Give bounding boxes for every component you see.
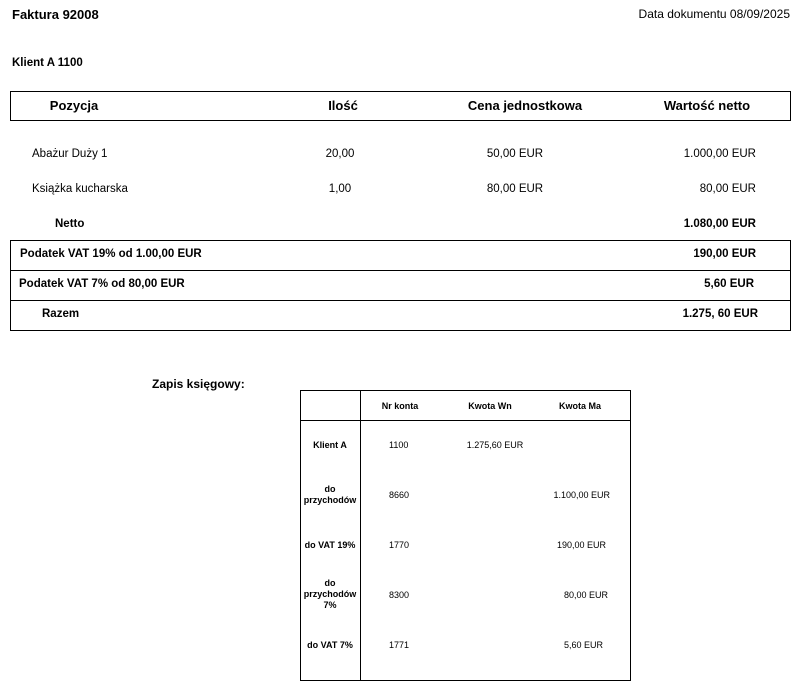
posting-row-debit: 1.275,60 EUR bbox=[466, 440, 524, 450]
posting-row-account: 8660 bbox=[389, 490, 410, 500]
total-value: 1.275, 60 EUR bbox=[682, 308, 758, 320]
posting-row-credit: 1.100,00 EUR bbox=[553, 490, 610, 500]
vat19-value: 190,00 EUR bbox=[693, 248, 756, 260]
posting-header-divider bbox=[300, 420, 631, 421]
posting-row-desc: do przychodów 7% bbox=[303, 578, 357, 610]
client-label: Klient A 1100 bbox=[12, 57, 83, 69]
table-row-item: Książka kucharska bbox=[32, 183, 128, 195]
table-row-item: Abażur Duży 1 bbox=[32, 148, 108, 160]
table-row-quantity: 20,00 bbox=[325, 148, 355, 160]
posting-row-credit: 80,00 EUR bbox=[563, 590, 608, 600]
table-row-price: 80,00 EUR bbox=[486, 183, 544, 195]
net-label: Netto bbox=[55, 218, 85, 230]
posting-row-credit: 5,60 EUR bbox=[563, 640, 603, 650]
invoice-title: Faktura 92008 bbox=[12, 7, 99, 22]
column-header-unit-price: Cena jednostkowa bbox=[467, 98, 583, 113]
posting-header-credit: Kwota Ma bbox=[558, 401, 601, 411]
column-header-net-value: Wartość netto bbox=[663, 98, 751, 113]
posting-column-divider bbox=[360, 390, 361, 681]
column-header-item: Pozycja bbox=[49, 98, 99, 113]
vat7-label: Podatek VAT 7% od 80,00 EUR bbox=[19, 278, 185, 290]
posting-row-account: 8300 bbox=[389, 590, 410, 600]
document-date: Data dokumentu 08/09/2025 bbox=[638, 7, 790, 21]
posting-table bbox=[300, 390, 631, 681]
posting-header-debit: Kwota Wn bbox=[468, 401, 512, 411]
posting-label: Zapis księgowy: bbox=[152, 377, 245, 391]
table-row-net: 1.000,00 EUR bbox=[683, 148, 756, 160]
total-label: Razem bbox=[42, 308, 80, 320]
table-row-quantity: 1,00 bbox=[328, 183, 352, 195]
vat7-value: 5,60 EUR bbox=[704, 278, 754, 290]
column-header-quantity: Ilość bbox=[328, 98, 358, 113]
posting-row-credit: 190,00 EUR bbox=[556, 540, 606, 550]
net-value: 1.080,00 EUR bbox=[683, 218, 756, 230]
posting-row-desc: do VAT 7% bbox=[307, 640, 353, 650]
table-row-price: 50,00 EUR bbox=[486, 148, 544, 160]
posting-row-account: 1770 bbox=[389, 540, 410, 550]
posting-row-desc: Klient A bbox=[313, 440, 347, 450]
table-row-net: 80,00 EUR bbox=[699, 183, 756, 195]
posting-row-account: 1100 bbox=[389, 440, 409, 450]
posting-row-account: 1771 bbox=[389, 640, 410, 650]
vat19-label: Podatek VAT 19% od 1.00,00 EUR bbox=[20, 248, 202, 260]
posting-header-account: Nr konta bbox=[381, 401, 419, 411]
posting-row-desc: do przychodów bbox=[303, 484, 357, 505]
posting-row-desc: do VAT 19% bbox=[304, 540, 356, 550]
